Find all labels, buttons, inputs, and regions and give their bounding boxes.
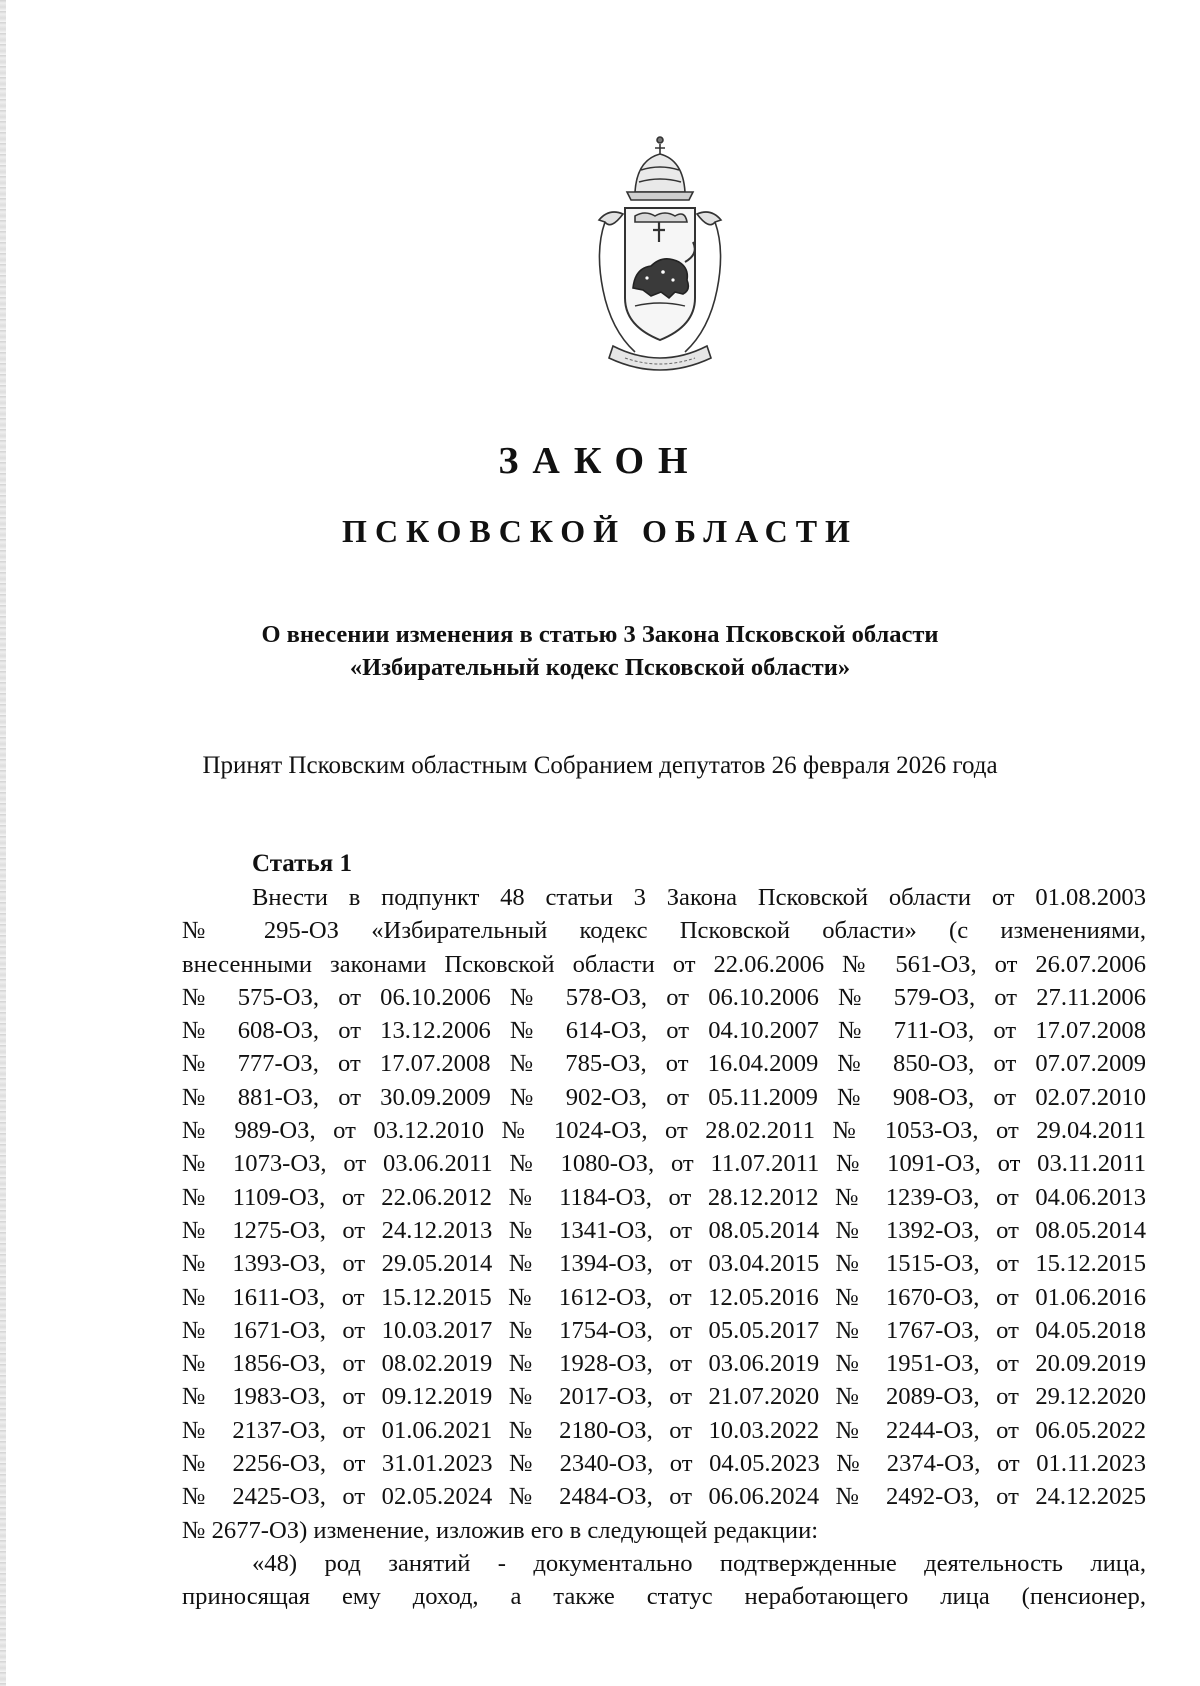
region-title: ПСКОВСКОЙ ОБЛАСТИ [342,513,858,549]
doc-type-title: ЗАКОН [498,440,702,482]
body-line: № 881-ОЗ, от 30.09.2009 № 902-ОЗ, от 05.11.2009 № 908-ОЗ, от 02.07.2010 [182,1083,1146,1111]
body-line: № 1275-ОЗ, от 24.12.2013 № 1341-ОЗ, от 08.05.2014 № 1392-ОЗ, от 08.05.2014 [182,1216,1146,1244]
body-line: приносящая ему доход, а также статус неработающего лица (пенсионер, [182,1583,1146,1611]
adoption-statement: Принят Псковским областным Собранием депутатов 26 февраля 2026 года [202,752,998,779]
body-line: № 295-ОЗ «Избирательный кодекс Псковской области» (с изменениями, [182,917,1146,945]
body-line: внесенными законами Псковской области от 22.06.2006 № 561-ОЗ, от 26.07.2006 [182,950,1146,978]
body-line: № 1611-ОЗ, от 15.12.2015 № 1612-ОЗ, от 12.05.2016 № 1670-ОЗ, от 01.06.2016 [182,1283,1146,1311]
body-line: № 2425-ОЗ, от 02.05.2024 № 2484-ОЗ, от 06.06.2024 № 2492-ОЗ, от 24.12.2025 [182,1483,1146,1511]
body-line: № 1393-ОЗ, от 29.05.2014 № 1394-ОЗ, от 03.04.2015 № 1515-ОЗ, от 15.12.2015 [182,1250,1146,1278]
body-line: № 575-ОЗ, от 06.10.2006 № 578-ОЗ, от 06.10.2006 № 579-ОЗ, от 27.11.2006 [182,983,1146,1011]
body-line: № 1109-ОЗ, от 22.06.2012 № 1184-ОЗ, от 28.12.2012 № 1239-ОЗ, от 04.06.2013 [182,1183,1146,1211]
article-body [182,881,1146,1614]
body-line: № 1856-ОЗ, от 08.02.2019 № 1928-ОЗ, от 03.06.2019 № 1951-ОЗ, от 20.09.2019 [182,1350,1146,1378]
body-line: № 2677-ОЗ) изменение, изложив его в следующей редакции: [182,1516,819,1544]
body-line: «48) род занятий - документально подтвержденные деятельность лица, [252,1549,1146,1577]
body-line: № 989-ОЗ, от 03.12.2010 № 1024-ОЗ, от 28.02.2011 № 1053-ОЗ, от 29.04.2011 [182,1117,1146,1145]
coat-of-arms-icon [565,130,755,390]
body-line: № 1983-ОЗ, от 09.12.2019 № 2017-ОЗ, от 21.07.2020 № 2089-ОЗ, от 29.12.2020 [182,1383,1146,1411]
scan-edge [0,0,6,1686]
body-line: № 608-ОЗ, от 13.12.2006 № 614-ОЗ, от 04.10.2007 № 711-ОЗ, от 17.07.2008 [182,1017,1146,1045]
law-name-line: «Избирательный кодекс Псковской области» [349,654,851,681]
body-line: № 1073-ОЗ, от 03.06.2011 № 1080-ОЗ, от 11.07.2011 № 1091-ОЗ, от 03.11.2011 [182,1150,1146,1178]
article-heading: Статья 1 [252,850,352,877]
body-line: № 1671-ОЗ, от 10.03.2017 № 1754-ОЗ, от 05.05.2017 № 1767-ОЗ, от 04.05.2018 [182,1316,1146,1344]
body-line: № 777-ОЗ, от 17.07.2008 № 785-ОЗ, от 16.04.2009 № 850-ОЗ, от 07.07.2009 [182,1050,1146,1078]
law-name-line: О внесении изменения в статью 3 Закона Псковской области [261,621,939,648]
body-line: Внести в подпункт 48 статьи 3 Закона Псковской области от 01.08.2003 [252,884,1146,911]
law-name [0,618,1200,684]
body-line: № 2256-ОЗ, от 31.01.2023 № 2340-ОЗ, от 04.05.2023 № 2374-ОЗ, от 01.11.2023 [182,1450,1146,1478]
body-line: № 2137-ОЗ, от 01.06.2021 № 2180-ОЗ, от 10.03.2022 № 2244-ОЗ, от 06.05.2022 [182,1416,1146,1444]
